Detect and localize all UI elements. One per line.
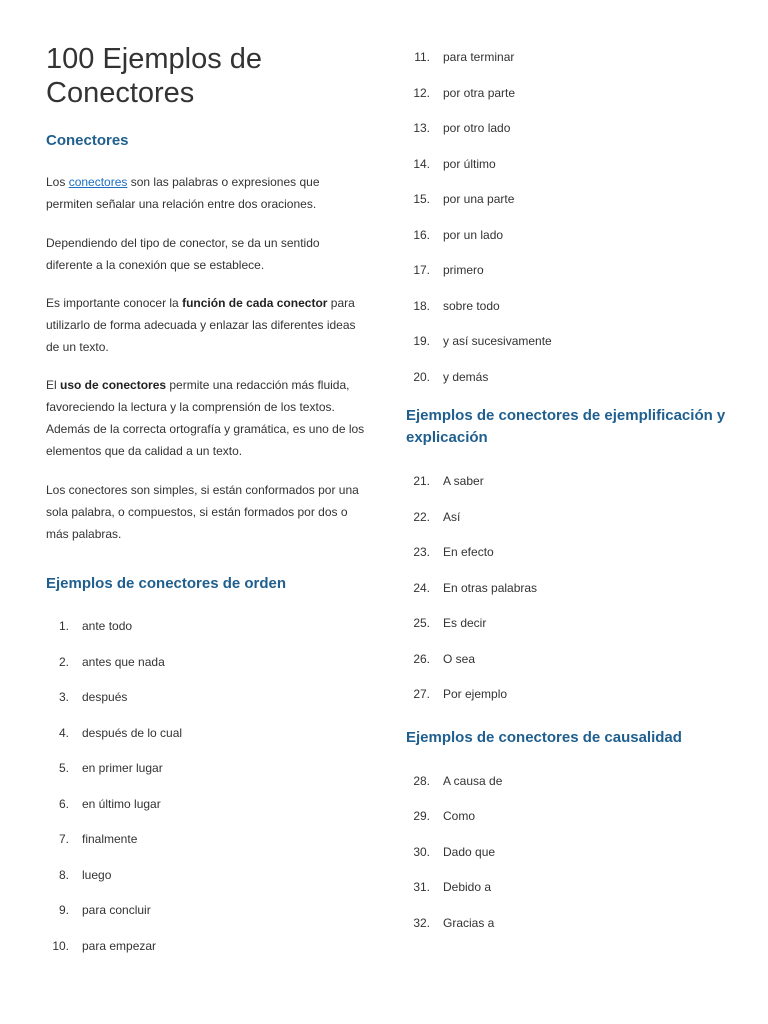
list-item bbox=[46, 618, 366, 654]
list-item bbox=[406, 915, 736, 951]
right-column bbox=[406, 49, 736, 950]
list-item bbox=[46, 796, 366, 832]
list-item bbox=[406, 544, 736, 580]
left-column bbox=[46, 42, 366, 973]
paragraph-5: Los conectores son simples, si están conformados por una sola palabra, o compuestos, si están formados por dos o más palabras. bbox=[46, 483, 359, 541]
intro-heading: Conectores bbox=[46, 132, 129, 149]
list-item-text: por otro lado bbox=[443, 121, 511, 135]
paragraph-1-text-start: Los bbox=[46, 175, 69, 189]
list-item-text: y demás bbox=[443, 369, 489, 384]
list-item-text: en primer lugar bbox=[82, 761, 163, 775]
list-item-number: 14. bbox=[413, 156, 430, 171]
list-item-text: Por ejemplo bbox=[443, 687, 508, 701]
list-item-text: Debido a bbox=[443, 880, 492, 894]
list-item bbox=[406, 298, 736, 334]
list-item-number: 11. bbox=[414, 50, 430, 64]
causalidad-list bbox=[406, 773, 736, 951]
list-item-number: 23. bbox=[413, 545, 430, 559]
list-item-number: 30. bbox=[413, 844, 430, 859]
paragraph-4 bbox=[46, 374, 366, 462]
paragraph-1-text-end: son las palabras o expresiones que permiten señalar una relación entre dos oraciones. bbox=[46, 175, 320, 211]
list-item bbox=[46, 725, 366, 761]
list-item bbox=[406, 879, 736, 915]
list-item-text: Como bbox=[443, 809, 476, 823]
paragraph-1 bbox=[46, 171, 366, 215]
list-item-number: 26. bbox=[413, 651, 430, 666]
page-title bbox=[46, 42, 366, 110]
list-item bbox=[46, 902, 366, 938]
paragraph-2: Dependiendo del tipo de conector, se da un sentido diferente a la conexión que se establece. bbox=[46, 236, 320, 272]
list-item-number: 27. bbox=[413, 687, 430, 701]
orden-heading: Ejemplos de conectores de orden bbox=[46, 575, 287, 592]
list-item-text: para terminar bbox=[443, 50, 515, 64]
list-item bbox=[406, 120, 736, 156]
list-item-text: A saber bbox=[443, 474, 484, 488]
list-item bbox=[46, 689, 366, 725]
paragraph-3 bbox=[46, 292, 366, 358]
list-item bbox=[406, 808, 736, 844]
paragraph-4-text-end: permite una redacción más fluida, favoreciendo la lectura y la comprensión de los textos. Además de la correcta ortografía y gramática, es uno de los elementos que da calidad a un texto. bbox=[46, 378, 365, 458]
list-item-text: Es decir bbox=[443, 616, 487, 630]
list-item-text: Así bbox=[443, 509, 461, 524]
list-item-number: 20. bbox=[413, 369, 430, 384]
list-item-number: 24. bbox=[413, 580, 430, 595]
list-item-number: 18. bbox=[413, 298, 430, 313]
list-item bbox=[46, 831, 366, 867]
list-item-text: ante todo bbox=[82, 619, 133, 633]
list-item bbox=[406, 369, 736, 405]
list-item bbox=[46, 867, 366, 903]
list-item-number: 4. bbox=[58, 725, 69, 740]
list-item-text: para concluir bbox=[82, 903, 151, 917]
list-item-number: 32. bbox=[413, 915, 430, 930]
list-item-number: 19. bbox=[413, 334, 430, 348]
paragraph-4-text-start: El bbox=[46, 378, 61, 392]
list-item bbox=[406, 227, 736, 263]
list-item-text: Dado que bbox=[443, 844, 496, 859]
list-item bbox=[46, 938, 366, 974]
list-item bbox=[406, 473, 736, 509]
ejemplificacion-heading: Ejemplos de conectores de ejemplificación y explicación bbox=[406, 407, 726, 446]
list-item bbox=[406, 686, 736, 722]
list-item bbox=[406, 773, 736, 809]
list-item-number: 5. bbox=[58, 761, 69, 775]
list-item-text: después bbox=[82, 690, 128, 704]
list-item-number: 9. bbox=[58, 903, 69, 917]
list-item-number: 15. bbox=[413, 192, 430, 206]
list-item bbox=[406, 156, 736, 192]
list-item-number: 12. bbox=[413, 85, 430, 100]
orden-list-continued bbox=[406, 49, 736, 404]
list-item-text: por último bbox=[443, 156, 496, 171]
list-item-text: por una parte bbox=[443, 192, 515, 206]
list-item-number: 22. bbox=[413, 509, 430, 524]
list-item-text: y así sucesivamente bbox=[443, 334, 552, 348]
list-item-number: 7. bbox=[58, 832, 69, 846]
list-item-text: En efecto bbox=[443, 545, 494, 559]
list-item-text: primero bbox=[443, 263, 484, 277]
list-item-number: 31. bbox=[413, 880, 430, 894]
list-item bbox=[406, 509, 736, 545]
paragraph-3-bold: función de cada conector bbox=[182, 296, 328, 310]
list-item bbox=[406, 85, 736, 121]
list-item bbox=[406, 651, 736, 687]
list-item-number: 3. bbox=[58, 690, 69, 704]
ejemplificacion-list bbox=[406, 473, 736, 722]
list-item-number: 16. bbox=[413, 227, 430, 242]
list-item bbox=[406, 262, 736, 298]
list-item bbox=[46, 654, 366, 690]
list-item-number: 21. bbox=[413, 474, 430, 488]
list-item-number: 6. bbox=[58, 796, 69, 811]
paragraph-4-bold: uso de conectores bbox=[60, 378, 167, 392]
causalidad-heading: Ejemplos de conectores de causalidad bbox=[406, 728, 682, 746]
list-item bbox=[406, 49, 736, 85]
orden-list bbox=[46, 618, 366, 973]
list-item bbox=[406, 333, 736, 369]
paragraph-3-text-end: para utilizarlo de forma adecuada y enlazar las diferentes ideas de un texto. bbox=[46, 296, 356, 354]
list-item-text: Gracias a bbox=[443, 915, 495, 930]
list-item bbox=[406, 191, 736, 227]
list-item-text: sobre todo bbox=[443, 298, 500, 313]
list-item-text: finalmente bbox=[82, 832, 138, 846]
list-item-number: 25. bbox=[413, 616, 430, 630]
list-item bbox=[406, 615, 736, 651]
list-item-text: A causa de bbox=[443, 773, 503, 788]
list-item bbox=[46, 760, 366, 796]
list-item-text: en último lugar bbox=[82, 796, 161, 811]
list-item-number: 2. bbox=[58, 654, 69, 669]
list-item-number: 13. bbox=[413, 121, 430, 135]
list-item bbox=[406, 844, 736, 880]
list-item-text: por otra parte bbox=[443, 85, 516, 100]
list-item-text: para empezar bbox=[82, 938, 157, 953]
list-item-number: 17. bbox=[413, 263, 430, 277]
list-item-number: 10. bbox=[52, 938, 69, 953]
page-title-line-2: Conectores bbox=[46, 77, 195, 109]
list-item-text: después de lo cual bbox=[82, 725, 183, 740]
conectores-link[interactable]: conectores bbox=[68, 175, 128, 189]
page-title-line-1: 100 Ejemplos de bbox=[46, 43, 263, 75]
list-item-text: por un lado bbox=[443, 227, 504, 242]
list-item-text: antes que nada bbox=[82, 654, 165, 669]
list-item-number: 8. bbox=[58, 867, 69, 882]
paragraph-3-text-start: Es importante conocer la bbox=[46, 296, 183, 310]
list-item-text: luego bbox=[82, 867, 112, 882]
list-item bbox=[406, 580, 736, 616]
list-item-number: 28. bbox=[413, 773, 430, 788]
list-item-number: 29. bbox=[413, 809, 430, 823]
list-item-number: 1. bbox=[58, 619, 69, 633]
list-item-text: O sea bbox=[443, 651, 476, 666]
list-item-text: En otras palabras bbox=[443, 580, 538, 595]
